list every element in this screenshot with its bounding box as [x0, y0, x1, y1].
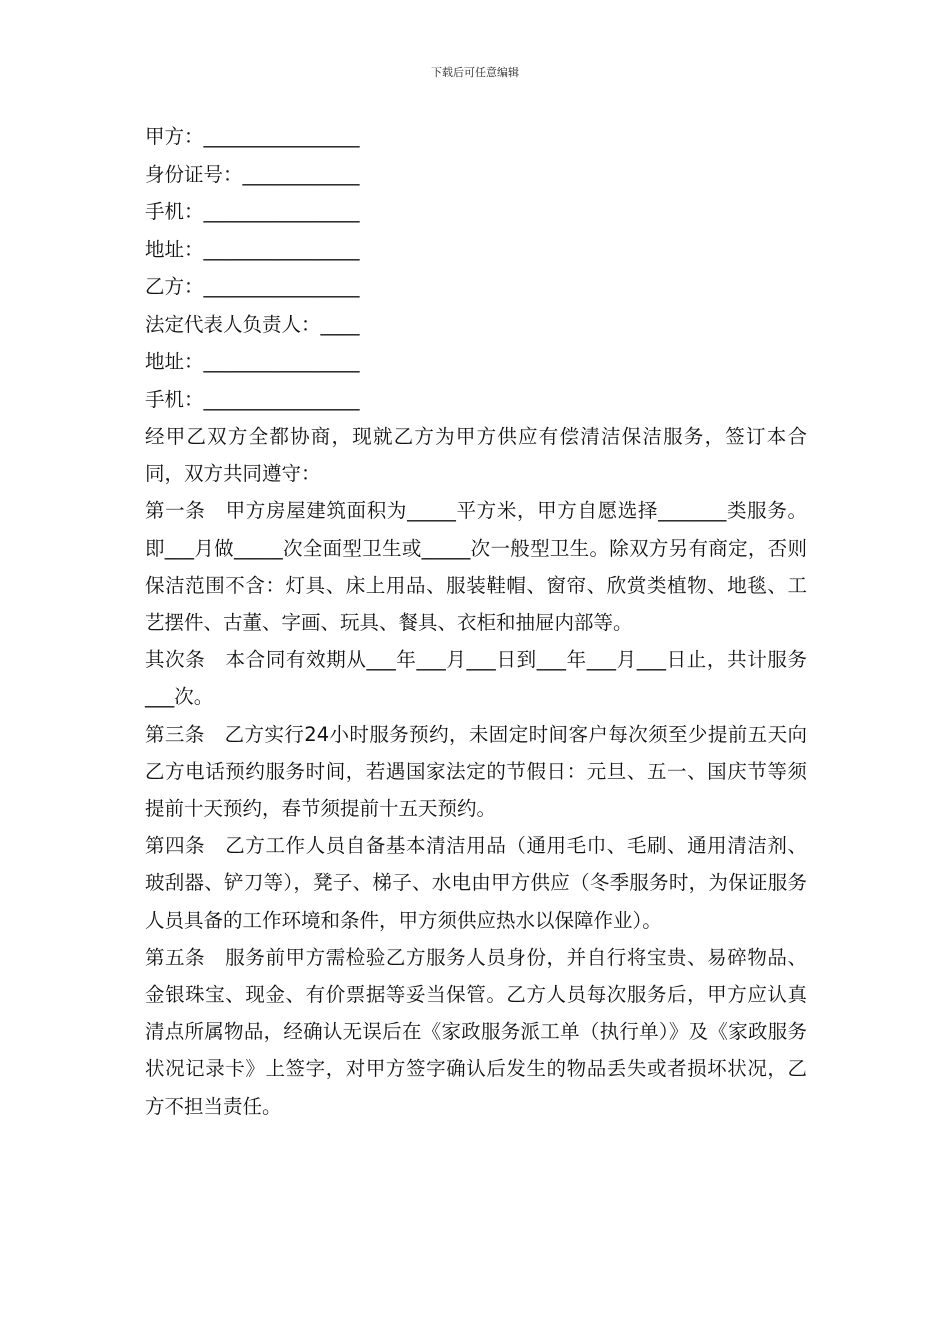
field-label: 甲方： — [145, 125, 204, 148]
field-label: 手机： — [145, 200, 204, 223]
field-address-a — [145, 231, 807, 269]
field-legal-representative — [145, 306, 807, 344]
field-blank: ________________ — [203, 387, 360, 411]
field-blank: ____________ — [242, 162, 360, 186]
field-label: 法定代表人负责人： — [145, 312, 321, 336]
paragraph-article-1: 第一条 甲方房屋建筑面积为_____平方米，甲方自愿选择_______类服务。即___月做_____次全面型卫生或_____次一般型卫生。除双方另有商定，否则保洁范围不含：灯具、床上用品、服装鞋帽、窗帘、欣赏类植物、地毯、工艺摆件、古董、字画、玩具、餐具、衣柜和抽屉内部等。 — [145, 499, 807, 635]
field-label: 乙方： — [145, 275, 204, 298]
paragraph-intro: 经甲乙双方全都协商，现就乙方为甲方供应有偿清洁保洁服务，签订本合同，双方共同遵守： — [145, 425, 807, 486]
field-id-number — [145, 156, 807, 194]
field-party-a — [145, 118, 807, 156]
field-blank: ________________ — [203, 275, 360, 298]
field-phone-a — [145, 193, 807, 231]
field-label: 地址： — [145, 237, 204, 261]
field-address-b — [145, 343, 807, 381]
field-blank: ________________ — [203, 350, 360, 373]
field-label: 地址： — [145, 350, 204, 373]
field-label: 手机： — [145, 387, 204, 411]
field-blank: ________________ — [203, 125, 360, 148]
field-party-b — [145, 268, 807, 306]
field-blank: ________________ — [203, 200, 360, 223]
field-label: 身份证号： — [145, 162, 243, 186]
page-header: 下载后可任意编辑 — [431, 66, 519, 79]
document-body — [145, 118, 807, 1125]
paragraph-article-3: 第三条 乙方实行24小时服务预约，未固定时间客户每次须至少提前五天向乙方电话预约服务时间，若遇国家法定的节假日：元旦、五一、国庆节等须提前十天预约，春节须提前十五天预约。 — [145, 722, 807, 821]
field-phone-b — [145, 381, 807, 419]
paragraph-article-4: 第四条 乙方工作人员自备基本清洁用品（通用毛巾、毛刷、通用清洁剂、玻刮器、铲刀等），凳子、梯子、水电由甲方供应（冬季服务时，为保证服务人员具备的工作环境和条件，甲方须供应热水以保障作业）。 — [145, 834, 807, 932]
paragraph-article-5: 第五条 服务前甲方需检验乙方服务人员身份，并自行将宝贵、易碎物品、金银珠宝、现金、有价票据等妥当保管。乙方人员每次服务后，甲方应认真清点所属物品，经确认无误后在《家政服务派工单（执行单）》及《家政服务状况记录卡》上签字，对甲方签字确认后发生的物品丢失或者损坏状况，乙方不担当责任。 — [145, 945, 807, 1118]
field-blank: ________________ — [203, 237, 360, 261]
field-blank: ____ — [320, 312, 360, 336]
paragraph-article-2: 其次条 本合同有效期从___年___月___日到___年___月___日止，共计服务___次。 — [145, 648, 807, 709]
